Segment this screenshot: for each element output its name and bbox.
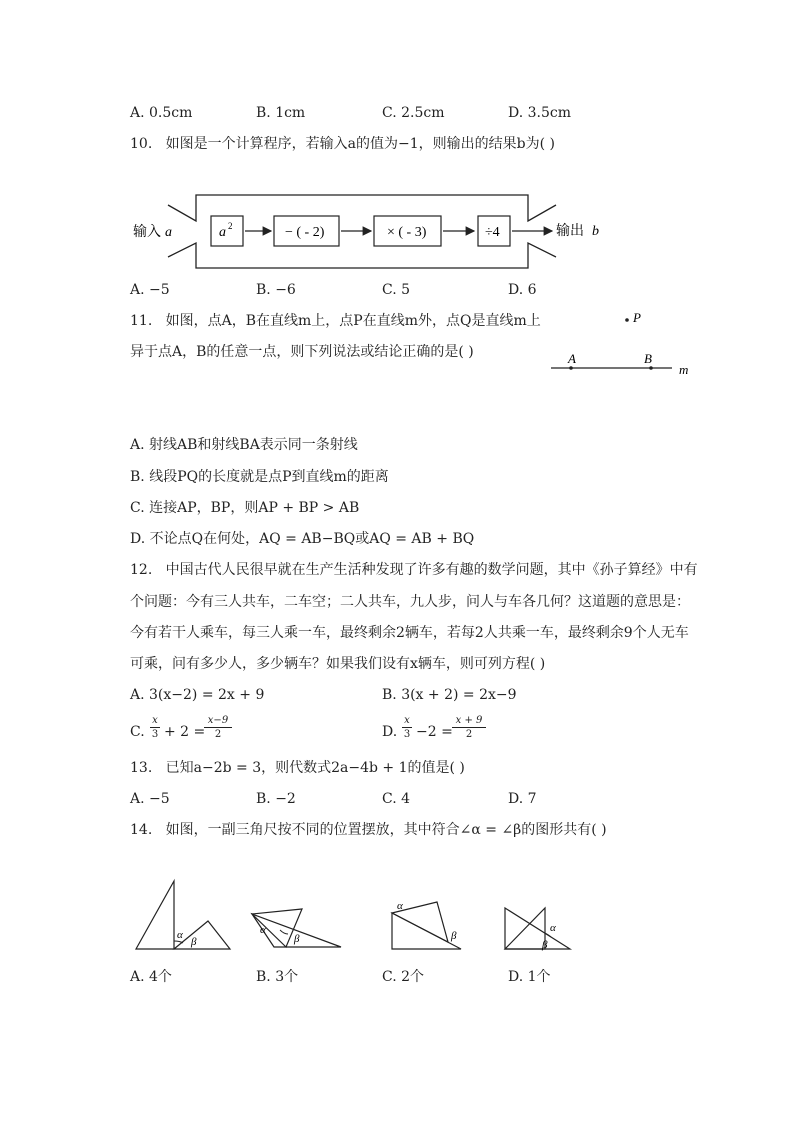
q11-option-a[interactable]: A. 射线AB和射线BA表示同一条射线 — [130, 437, 358, 453]
fig-c-alpha: α — [397, 900, 403, 912]
label-b: B — [644, 351, 652, 366]
fig-d-beta: β — [542, 939, 548, 951]
q14-option-c[interactable]: C. 2个 — [382, 969, 425, 985]
q10-option-a[interactable]: A. −5 — [130, 282, 170, 298]
flow-input-var: a — [165, 225, 172, 240]
q14-figure-b — [248, 900, 348, 955]
label-m: m — [679, 362, 689, 377]
q13-option-b[interactable]: B. −2 — [256, 791, 296, 807]
q12-line-2: 个问题：今有三人共车，二车空；二人共车，九人步，问人与车各几何？这道题的意思是： — [130, 594, 690, 610]
q12-c-mid: + 2 = — [164, 724, 206, 740]
flow-input-label: 输入 — [133, 225, 161, 240]
q11-option-b[interactable]: B. 线段PQ的长度就是点P到直线m的距离 — [130, 469, 389, 485]
q10-stem — [130, 135, 555, 153]
q12-line-3: 今有若干人乘车，每三人乘一车，最终剩余2辆车，若每2人共乘一车，最终剩余9个人无车 — [130, 625, 689, 641]
frame-bottom — [168, 243, 556, 268]
q12-d-num2: x + 9 — [455, 715, 483, 726]
q9-option-b[interactable]: B. 1cm — [256, 105, 306, 121]
q14-option-a[interactable]: A. 4个 — [130, 969, 172, 985]
q11-stem-text1: 如图，点A，B在直线m上，点P在直线m外，点Q是直线m上 — [165, 313, 541, 329]
q9-option-d[interactable]: D. 3.5cm — [508, 105, 572, 121]
q12-option-d-label: D. — [382, 724, 398, 740]
q13-stem — [130, 759, 465, 777]
label-p: P — [633, 310, 641, 325]
flow-output-label: 输出 — [556, 224, 584, 239]
q11-number: 11. — [130, 313, 153, 329]
q12-line-4: 可乘，问有多少人，多少辆车？如果我们设有x辆车，则可列方程( ) — [130, 656, 546, 672]
q12-stem-line1 — [130, 561, 698, 579]
q10-number: 10. — [130, 136, 153, 152]
q14-stem — [130, 821, 607, 839]
q11-stem-line1 — [130, 312, 541, 330]
q10-option-b[interactable]: B. −6 — [256, 282, 296, 298]
fig-b-beta: β — [294, 933, 300, 945]
q14-option-d[interactable]: D. 1个 — [508, 969, 551, 985]
fig-a-beta: β — [191, 936, 197, 948]
q13-option-c[interactable]: C. 4 — [382, 791, 411, 807]
q12-c-den1: 3 — [151, 729, 159, 740]
q10-option-c[interactable]: C. 5 — [382, 282, 411, 298]
q14-figure-d — [500, 903, 580, 955]
flow-box-divide-text: ÷4 — [485, 225, 500, 240]
flow-output-var: b — [592, 224, 599, 239]
q14-figure-a — [130, 875, 240, 955]
q11-stem-line2: 异于点A，B的任意一点，则下列说法或结论正确的是( ) — [130, 344, 474, 360]
q13-option-d[interactable]: D. 7 — [508, 791, 537, 807]
q12-c-num2: x−9 — [207, 715, 229, 726]
fig-a-alpha: α — [177, 929, 183, 941]
q10-option-d[interactable]: D. 6 — [508, 282, 537, 298]
point-b — [649, 366, 653, 370]
flow-box-subtract-text: − ( - 2) — [285, 225, 325, 240]
q10-stem-text: 如图是一个计算程序，若输入a的值为−1，则输出的结果b为( ) — [165, 136, 555, 152]
q11-figure — [545, 305, 705, 385]
q12-c-den2: 2 — [214, 729, 222, 740]
q13-stem-text: 已知a−2b = 3，则代数式2a−4b + 1的值是( ) — [165, 760, 465, 776]
q13-number: 13. — [130, 760, 153, 776]
q11-option-c[interactable]: C. 连接AP，BP，则AP + BP > AB — [130, 500, 360, 516]
point-a — [569, 366, 573, 370]
q12-number: 12. — [130, 562, 153, 578]
q14-number: 14. — [130, 822, 153, 838]
q13-option-a[interactable]: A. −5 — [130, 791, 170, 807]
q12-c-num1: x — [152, 715, 158, 726]
flow-box-square-exp: 2 — [228, 221, 233, 231]
label-a: A — [568, 351, 576, 366]
q12-option-a[interactable]: A. 3(x−2) = 2x + 9 — [130, 687, 265, 703]
flow-box-multiply-text: × ( - 3) — [387, 225, 427, 240]
q12-d-den1: 3 — [403, 729, 411, 740]
q11-option-d[interactable]: D. 不论点Q在何处，AQ = AB−BQ或AQ = AB + BQ — [130, 531, 475, 547]
q12-option-b[interactable]: B. 3(x + 2) = 2x−9 — [382, 687, 517, 703]
fig-d-alpha: α — [550, 922, 556, 934]
q14-stem-text: 如图，一副三角尺按不同的位置摆放，其中符合∠α = ∠β的图形共有( ) — [165, 822, 607, 838]
q9-option-a[interactable]: A. 0.5cm — [130, 105, 193, 121]
fig-b-alpha: α — [260, 924, 266, 936]
q12-d-den2: 2 — [465, 729, 473, 740]
q14-option-b[interactable]: B. 3个 — [256, 969, 299, 985]
flow-box-square-base: a — [219, 225, 226, 240]
q12-d-mid: −2 = — [416, 724, 453, 740]
q10-flow-diagram — [128, 185, 608, 280]
point-p — [625, 318, 629, 322]
q12-d-num1: x — [404, 715, 410, 726]
flow-box-square — [211, 216, 243, 246]
q14-figure-c — [385, 893, 470, 955]
q9-option-c[interactable]: C. 2.5cm — [382, 105, 445, 121]
fig-c-beta: β — [451, 930, 457, 942]
q12-option-c-label: C. — [130, 724, 145, 740]
q12-line-1: 中国古代人民很早就在生产生活种发现了许多有趣的数学问题，其中《孙子算经》中有 — [165, 562, 698, 578]
